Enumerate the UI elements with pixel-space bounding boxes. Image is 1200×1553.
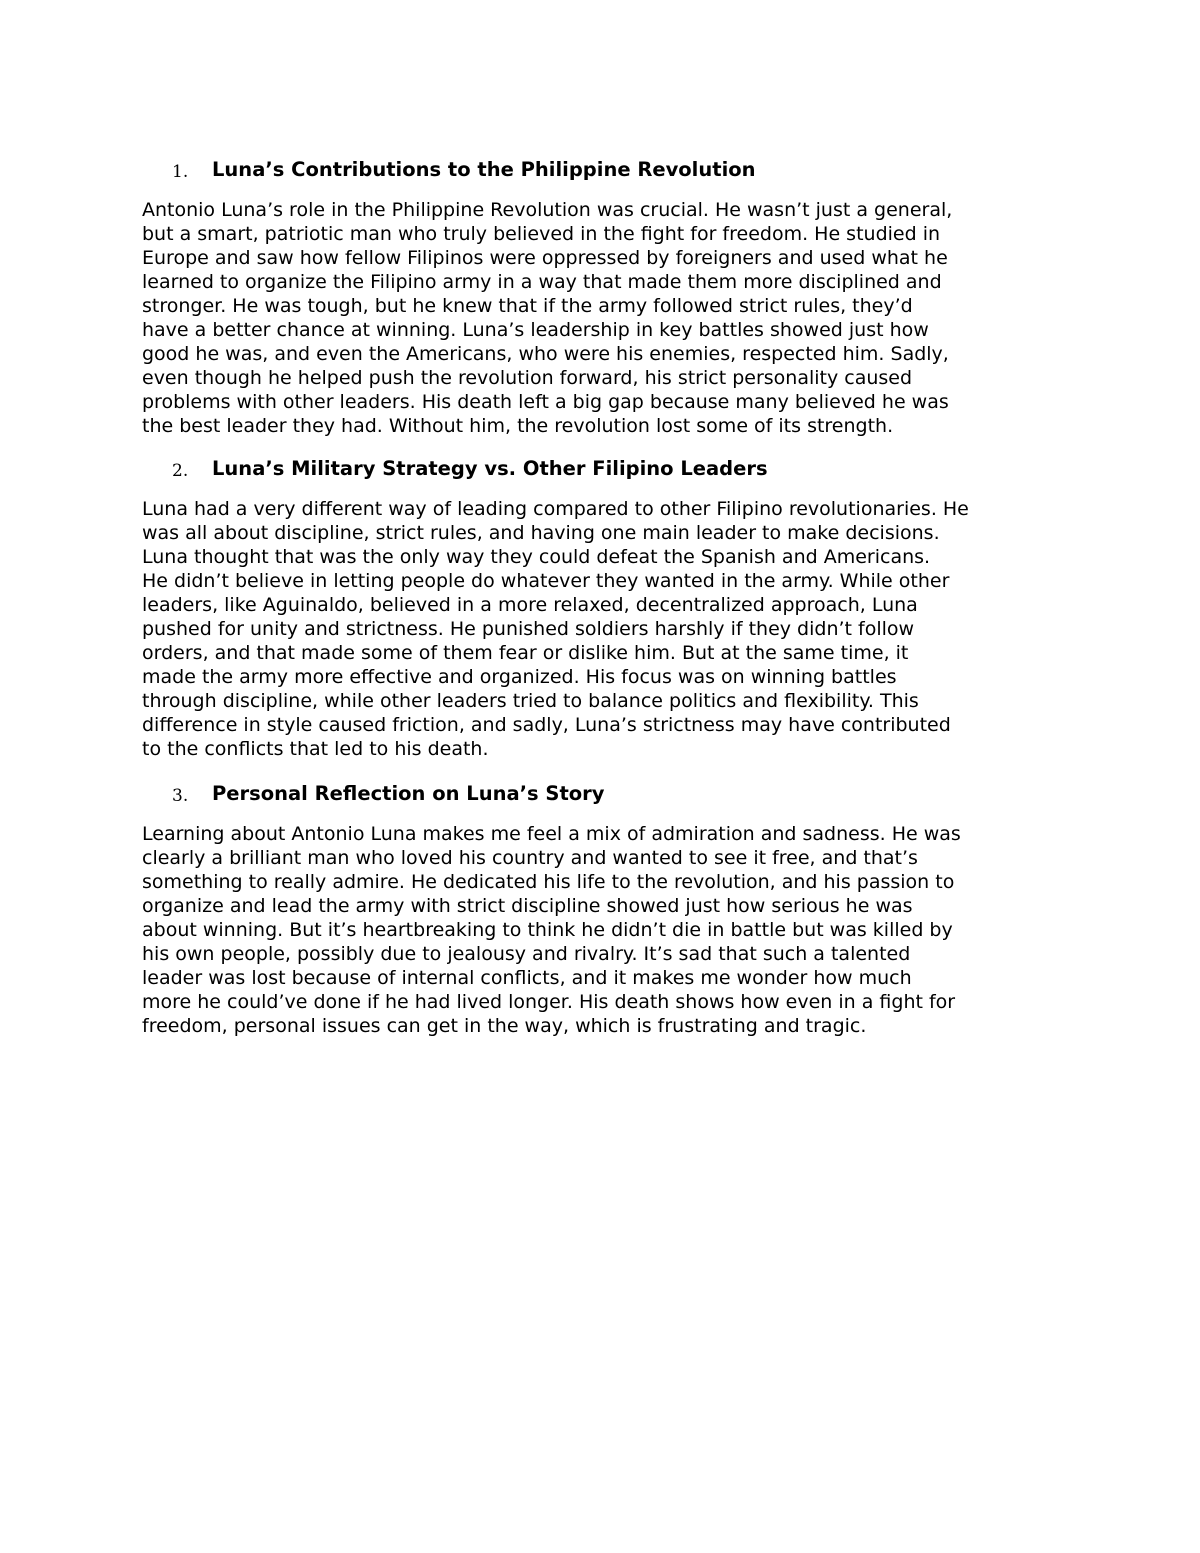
section-number: 3. [172, 786, 189, 806]
paragraph-line: orders, and that made some of them fear or dislike him. But at the same time, it [142, 642, 909, 664]
paragraph-line: clearly a brilliant man who loved his country and wanted to see it free, and that’s [142, 847, 918, 869]
paragraph-line: leader was lost because of internal conflicts, and it makes me wonder how much [142, 967, 912, 989]
section-title: Personal Reflection on Luna’s Story [212, 782, 605, 805]
paragraph-line: stronger. He was tough, but he knew that if the army followed strict rules, they’d [142, 295, 913, 317]
paragraph-line: have a better chance at winning. Luna’s leadership in key battles showed just how [142, 319, 929, 341]
section-paragraph [142, 497, 1062, 761]
paragraph-line: his own people, possibly due to jealousy and rivalry. It’s sad that such a talented [142, 943, 911, 965]
section-title: Luna’s Contributions to the Philippine Revolution [212, 158, 756, 181]
paragraph-line: Learning about Antonio Luna makes me feel a mix of admiration and sadness. He was [142, 823, 961, 845]
section-3 [142, 780, 1062, 1038]
section-paragraph [142, 822, 1062, 1038]
paragraph-line: more he could’ve done if he had lived longer. His death shows how even in a fight for [142, 991, 956, 1013]
paragraph-line: the best leader they had. Without him, the revolution lost some of its strength. [142, 415, 894, 437]
section-number: 2. [172, 461, 189, 481]
section-heading [142, 156, 1062, 186]
section-2 [142, 455, 1062, 761]
section-1 [142, 156, 1062, 438]
paragraph-line: about winning. But it’s heartbreaking to think he didn’t die in battle but was killed by [142, 919, 953, 941]
paragraph-line: leaders, like Aguinaldo, believed in a more relaxed, decentralized approach, Luna [142, 594, 918, 616]
paragraph-line: even though he helped push the revolution forward, his strict personality caused [142, 367, 913, 389]
section-number: 1. [172, 162, 189, 182]
paragraph-line: was all about discipline, strict rules, and having one main leader to make decisions. [142, 522, 940, 544]
paragraph-line: Luna thought that was the only way they could defeat the Spanish and Americans. [142, 546, 931, 568]
paragraph-line: He didn’t believe in letting people do whatever they wanted in the army. While other [142, 570, 950, 592]
paragraph-line: difference in style caused friction, and sadly, Luna’s strictness may have contributed [142, 714, 951, 736]
paragraph-line: made the army more effective and organized. His focus was on winning battles [142, 666, 897, 688]
paragraph-line: pushed for unity and strictness. He punished soldiers harshly if they didn’t follow [142, 618, 915, 640]
paragraph-line: through discipline, while other leaders tried to balance politics and flexibility. This [142, 690, 919, 712]
paragraph-line: to the conflicts that led to his death. [142, 738, 489, 760]
paragraph-line: Europe and saw how fellow Filipinos were oppressed by foreigners and used what he [142, 247, 948, 269]
paragraph-line: learned to organize the Filipino army in a way that made them more disciplined and [142, 271, 942, 293]
section-heading [142, 780, 1062, 810]
paragraph-line: organize and lead the army with strict discipline showed just how serious he was [142, 895, 913, 917]
paragraph-line: good he was, and even the Americans, who were his enemies, respected him. Sadly, [142, 343, 949, 365]
paragraph-line: freedom, personal issues can get in the way, which is frustrating and tragic. [142, 1015, 867, 1037]
paragraph-line: Luna had a very different way of leading compared to other Filipino revolutionaries. He [142, 498, 969, 520]
section-heading [142, 455, 1062, 485]
paragraph-line: Antonio Luna’s role in the Philippine Revolution was crucial. He wasn’t just a general, [142, 199, 953, 221]
section-title: Luna’s Military Strategy vs. Other Filipino Leaders [212, 457, 768, 480]
paragraph-line: problems with other leaders. His death left a big gap because many believed he was [142, 391, 949, 413]
paragraph-line: something to really admire. He dedicated his life to the revolution, and his passion to [142, 871, 955, 893]
section-paragraph [142, 198, 1062, 438]
paragraph-line: but a smart, patriotic man who truly believed in the fight for freedom. He studied in [142, 223, 941, 245]
